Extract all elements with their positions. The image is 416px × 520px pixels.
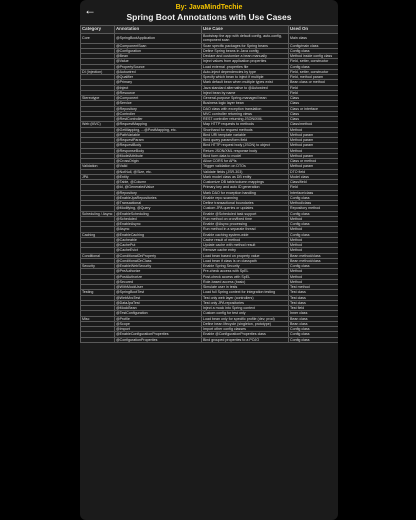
table-row — [81, 54, 339, 59]
category-cell — [81, 337, 115, 342]
use-case-cell: Trigger validation on DTOs — [202, 164, 289, 169]
use-case-cell: Mark model class as DB entity — [202, 174, 289, 179]
table-row — [81, 153, 339, 158]
used-on-cell: Method — [289, 243, 339, 248]
used-on-cell: Test class — [289, 300, 339, 305]
table-row — [81, 159, 339, 164]
table-row — [81, 237, 339, 242]
annotation-cell: @EnableConfigurationProperties — [115, 332, 202, 337]
use-case-cell: Return JSON/XML response body — [202, 148, 289, 153]
use-case-cell: Run method on cron/fixed time — [202, 216, 289, 221]
category-cell: JPA — [81, 174, 115, 179]
table-row — [81, 227, 339, 232]
table-row — [81, 232, 339, 237]
table-row — [81, 295, 339, 300]
used-on-cell: Class or method — [289, 159, 339, 164]
use-case-cell: Remove cache entry — [202, 248, 289, 253]
table-row — [81, 64, 339, 69]
table-row — [81, 248, 339, 253]
category-cell: Core — [81, 34, 115, 44]
used-on-cell: Method — [289, 127, 339, 132]
annotation-cell: @Transactional — [115, 201, 202, 206]
annotation-cell: @DataJpaTest — [115, 300, 202, 305]
used-on-cell: DTO field — [289, 169, 339, 174]
annotation-cell: @PostAuthorize — [115, 274, 202, 279]
annotation-cell: @EnableJpaRepositories — [115, 195, 202, 200]
use-case-cell: Validate fields (JSR-303) — [202, 169, 289, 174]
use-case-cell: Allow CORS for APIs — [202, 159, 289, 164]
table-row — [81, 75, 339, 80]
table-row — [81, 269, 339, 274]
annotation-cell: @Autowired — [115, 69, 202, 74]
used-on-cell: Class — [289, 117, 339, 122]
use-case-cell: Simulate user in tests — [202, 285, 289, 290]
annotation-cell: @RequestParam — [115, 138, 202, 143]
annotation-cell: @Scope — [115, 321, 202, 326]
use-case-cell: Pre-check access with SpEL — [202, 269, 289, 274]
annotation-cell: @MockBean — [115, 306, 202, 311]
annotation-cell: @Primary — [115, 80, 202, 85]
table-row — [81, 201, 339, 206]
use-case-cell: Declare and customize a bean manually — [202, 54, 289, 59]
annotation-cell: @Configuration — [115, 48, 202, 53]
use-case-cell: Load bean based on property value — [202, 253, 289, 258]
annotation-cell: @PropertySource — [115, 64, 202, 69]
table-row — [81, 190, 339, 195]
table-row — [81, 127, 339, 132]
used-on-cell: Repository method — [289, 206, 339, 211]
annotation-cell: @EnableAsync — [115, 222, 202, 227]
column-header-category: Category — [81, 26, 115, 34]
annotation-cell: @Controller — [115, 111, 202, 116]
annotation-cell: @Table, @Column — [115, 180, 202, 185]
annotation-cell: @Bean — [115, 54, 202, 59]
use-case-cell: Mark default bean when multiple types exist — [202, 80, 289, 85]
table-row — [81, 48, 339, 53]
use-case-cell: Load full Spring context for integration testing — [202, 290, 289, 295]
annotation-cell: @Resource — [115, 90, 202, 95]
use-case-cell: Business logic layer bean — [202, 101, 289, 106]
use-case-cell: MVC controller returning views — [202, 111, 289, 116]
use-case-cell: Update cache with method result — [202, 243, 289, 248]
used-on-cell: Method param — [289, 164, 339, 169]
table-row — [81, 122, 339, 127]
table-row — [81, 285, 339, 290]
use-case-cell: Post-check access with SpEL — [202, 274, 289, 279]
column-header-annotation: Annotation — [115, 26, 202, 34]
used-on-cell: Bean method/class — [289, 253, 339, 258]
used-on-cell: Interface/class — [289, 190, 339, 195]
use-case-cell: Bootstrap the app with default config, auto-config, component scan — [202, 34, 289, 44]
category-cell: Security — [81, 264, 115, 269]
table-row — [81, 143, 339, 148]
used-on-cell: Method — [289, 274, 339, 279]
use-case-cell: Java standard alternative to @Autowired — [202, 85, 289, 90]
table-row — [81, 327, 339, 332]
used-on-cell: Config class — [289, 64, 339, 69]
used-on-cell: Config class — [289, 222, 339, 227]
annotation-cell: @ModelAttribute — [115, 153, 202, 158]
used-on-cell: Class — [289, 111, 339, 116]
annotation-cell: @Inject — [115, 85, 202, 90]
used-on-cell: Config class — [289, 327, 339, 332]
used-on-cell: Method — [289, 148, 339, 153]
table-row — [81, 321, 339, 326]
table-row — [81, 164, 339, 169]
annotation-cell: @WebMvcTest — [115, 295, 202, 300]
column-header-use-case: Use Case — [202, 26, 289, 34]
category-cell: Testing — [81, 290, 115, 295]
table-row — [81, 169, 339, 174]
category-cell: Validation — [81, 164, 115, 169]
used-on-cell: Class — [289, 96, 339, 101]
used-on-cell: Bean class or method — [289, 80, 339, 85]
table-row — [81, 211, 339, 216]
used-on-cell: Config/main class — [289, 43, 339, 48]
annotation-cell: @Value — [115, 59, 202, 64]
used-on-cell: Method inside config class — [289, 54, 339, 59]
used-on-cell: Config class — [289, 211, 339, 216]
use-case-cell: Inject a mock into Spring context — [202, 306, 289, 311]
category-cell: Scheduling / Async — [81, 211, 115, 216]
used-on-cell: Method — [289, 269, 339, 274]
annotation-cell: @Secured — [115, 279, 202, 284]
annotation-cell: @Modifying, @Query — [115, 206, 202, 211]
annotation-cell: @Id, @GeneratedValue — [115, 185, 202, 190]
table-row — [81, 258, 339, 263]
table-row — [81, 106, 339, 111]
annotation-cell: @PreAuthorize — [115, 269, 202, 274]
table-row — [81, 138, 339, 143]
annotation-cell: @WithMockUser — [115, 285, 202, 290]
table-row — [81, 43, 339, 48]
annotation-cell: @Scheduled — [115, 216, 202, 221]
annotation-cell: @EnableScheduling — [115, 211, 202, 216]
used-on-cell: Field — [289, 185, 339, 190]
use-case-cell: Load bean if class is on classpath — [202, 258, 289, 263]
use-case-cell: Load bean only for specific profile (dev, prod) — [202, 316, 289, 321]
table-row — [81, 174, 339, 179]
used-on-cell: Field, setter, constructor — [289, 59, 339, 64]
use-case-cell: Load external .properties file — [202, 64, 289, 69]
annotation-cell: @EnableWebSecurity — [115, 264, 202, 269]
used-on-cell: Method param — [289, 132, 339, 137]
use-case-cell: Inject bean by name — [202, 90, 289, 95]
use-case-cell: Bind grouped properties to a POJO — [202, 337, 289, 342]
table-row — [81, 195, 339, 200]
use-case-cell: Test only web layer (controllers) — [202, 295, 289, 300]
annotation-cell: @CachePut — [115, 243, 202, 248]
table-row — [81, 274, 339, 279]
use-case-cell: DAO class with exception translation — [202, 106, 289, 111]
table-row — [81, 290, 339, 295]
use-case-cell: Test only JPA repositories — [202, 300, 289, 305]
used-on-cell: Class or interface — [289, 106, 339, 111]
table-row — [81, 132, 339, 137]
use-case-cell: General-purpose Spring-managed bean — [202, 96, 289, 101]
annotation-cell: @CacheEvict — [115, 248, 202, 253]
use-case-cell: Customize DB table/column mappings — [202, 180, 289, 185]
used-on-cell: Method — [289, 216, 339, 221]
table-row — [81, 206, 339, 211]
use-case-cell: Enable @Scheduled task support — [202, 211, 289, 216]
annotations-table — [80, 25, 338, 343]
annotation-cell: @SpringBootTest — [115, 290, 202, 295]
category-cell: Caching — [81, 232, 115, 237]
annotation-cell: @Async — [115, 227, 202, 232]
annotation-cell: @CrossOrigin — [115, 159, 202, 164]
use-case-cell: Primary key and auto ID generation — [202, 185, 289, 190]
use-case-cell: Enable @ConfigurationProperties class — [202, 332, 289, 337]
used-on-cell: Test class — [289, 295, 339, 300]
annotation-cell: @TestConfiguration — [115, 311, 202, 316]
table-row — [81, 264, 339, 269]
used-on-cell: Method/class — [289, 201, 339, 206]
use-case-cell: Custom JPA queries or updates — [202, 206, 289, 211]
table-row — [81, 180, 339, 185]
annotation-cell: @EnableCaching — [115, 232, 202, 237]
category-cell: Misc — [81, 316, 115, 321]
used-on-cell: Bean class — [289, 316, 339, 321]
used-on-cell: Field, method param — [289, 75, 339, 80]
table-row — [81, 253, 339, 258]
used-on-cell: Method param — [289, 153, 339, 158]
used-on-cell: Method param — [289, 143, 339, 148]
annotation-cell: @ComponentScan — [115, 43, 202, 48]
used-on-cell: Config class — [289, 332, 339, 337]
used-on-cell: Config class — [289, 337, 339, 342]
table-row — [81, 243, 339, 248]
page-title: Spring Boot Annotations with Use Cases — [126, 12, 292, 22]
used-on-cell: Config class — [289, 48, 339, 53]
use-case-cell: Scan specific packages for Spring beans — [202, 43, 289, 48]
use-case-cell: Role-based access (basic) — [202, 279, 289, 284]
category-cell: Stereotype — [81, 96, 115, 101]
column-header-used-on: Used On — [289, 26, 339, 34]
use-case-cell: Shorthand for request methods — [202, 127, 289, 132]
annotation-cell: @Entity — [115, 174, 202, 179]
cheat-sheet — [80, 0, 338, 520]
used-on-cell: Inner class — [289, 311, 339, 316]
used-on-cell: Bean class — [289, 321, 339, 326]
table-row — [81, 306, 339, 311]
annotation-cell: @ConditionalOnClass — [115, 258, 202, 263]
annotation-cell: @ResponseBody — [115, 148, 202, 153]
annotation-cell: @ConditionalOnProperty — [115, 253, 202, 258]
annotation-cell: @GetMapping, ...@PostMapping, etc. — [115, 127, 202, 132]
table-row — [81, 222, 339, 227]
used-on-cell: Method param — [289, 138, 339, 143]
use-case-cell: Mark DAO for exception handling — [202, 190, 289, 195]
use-case-cell: Custom config for test only — [202, 311, 289, 316]
use-case-cell: Import other config classes — [202, 327, 289, 332]
used-on-cell: Test field — [289, 306, 339, 311]
use-case-cell: Specify which bean to inject if multiple — [202, 75, 289, 80]
annotation-cell: @RequestBody — [115, 143, 202, 148]
use-case-cell: Enable Spring Security — [202, 264, 289, 269]
table-row — [81, 316, 339, 321]
used-on-cell: Field — [289, 85, 339, 90]
use-case-cell: Define Spring beans in Java config — [202, 48, 289, 53]
used-on-cell: Method — [289, 279, 339, 284]
table-header-row — [81, 26, 339, 34]
annotation-cell: @Service — [115, 101, 202, 106]
use-case-cell: Define bean lifecycle (singleton, prototype) — [202, 321, 289, 326]
category-cell: Conditional — [81, 253, 115, 258]
used-on-cell: Class/method — [289, 122, 339, 127]
used-on-cell: Test class — [289, 290, 339, 295]
used-on-cell: Class — [289, 101, 339, 106]
used-on-cell: Main class — [289, 34, 339, 44]
table-row — [81, 59, 339, 64]
use-case-cell: Map HTTP requests to methods — [202, 122, 289, 127]
used-on-cell: Test method — [289, 285, 339, 290]
table-row — [81, 337, 339, 342]
annotation-cell: @RestController — [115, 117, 202, 122]
used-on-cell: Class/field — [289, 180, 339, 185]
table-row — [81, 80, 339, 85]
use-case-cell: Cache result of method — [202, 237, 289, 242]
annotation-cell: @Repository — [115, 190, 202, 195]
annotation-cell: @ConfigurationProperties — [115, 337, 202, 342]
category-cell: DI (Injection) — [81, 69, 115, 74]
table-row — [81, 69, 339, 74]
table-row — [81, 148, 339, 153]
arrow-left-icon[interactable]: ← — [84, 3, 96, 17]
used-on-cell: Bean method/class — [289, 258, 339, 263]
annotation-cell: @PathVariable — [115, 132, 202, 137]
annotation-cell: @Import — [115, 327, 202, 332]
annotation-cell: @Repository — [115, 106, 202, 111]
table-row — [81, 300, 339, 305]
used-on-cell: Config class — [289, 264, 339, 269]
used-on-cell: Config class — [289, 195, 339, 200]
use-case-cell: Inject values from application properties — [202, 59, 289, 64]
use-case-cell: Bind form data to model — [202, 153, 289, 158]
used-on-cell: Method — [289, 227, 339, 232]
use-case-cell: Auto-inject dependencies by type — [202, 69, 289, 74]
table-body — [81, 34, 339, 343]
used-on-cell: Field, setter, constructor — [289, 69, 339, 74]
use-case-cell: Enable @Async processing — [202, 222, 289, 227]
use-case-cell: REST controller returning JSON/XML — [202, 117, 289, 122]
used-on-cell: Method — [289, 237, 339, 242]
use-case-cell: Enable repo scanning — [202, 195, 289, 200]
use-case-cell: Bind query param/form field — [202, 138, 289, 143]
annotation-cell: @SpringBootApplication — [115, 34, 202, 44]
table-row — [81, 34, 339, 44]
annotation-cell: @Profile — [115, 316, 202, 321]
use-case-cell: Enable caching system-wide — [202, 232, 289, 237]
used-on-cell: Model class — [289, 174, 339, 179]
table-row — [81, 216, 339, 221]
author-credit: By: JavaMindTechie — [175, 4, 243, 11]
table-row — [81, 311, 339, 316]
used-on-cell: Field — [289, 90, 339, 95]
table-row — [81, 279, 339, 284]
annotation-cell: @Cacheable — [115, 237, 202, 242]
table-row — [81, 332, 339, 337]
annotation-cell: @RequestMapping — [115, 122, 202, 127]
annotation-cell: @Component — [115, 96, 202, 101]
annotation-cell: @NotNull, @Size, etc. — [115, 169, 202, 174]
use-case-cell: Define transactional boundaries — [202, 201, 289, 206]
category-cell: Web (MVC) — [81, 122, 115, 127]
use-case-cell: Run method in a separate thread — [202, 227, 289, 232]
used-on-cell: Method — [289, 248, 339, 253]
annotation-cell: @Valid — [115, 164, 202, 169]
use-case-cell: Bind URI template variable — [202, 132, 289, 137]
use-case-cell: Bind HTTP request body (JSON) to object — [202, 143, 289, 148]
annotation-cell: @Qualifier — [115, 75, 202, 80]
used-on-cell: Config class — [289, 232, 339, 237]
